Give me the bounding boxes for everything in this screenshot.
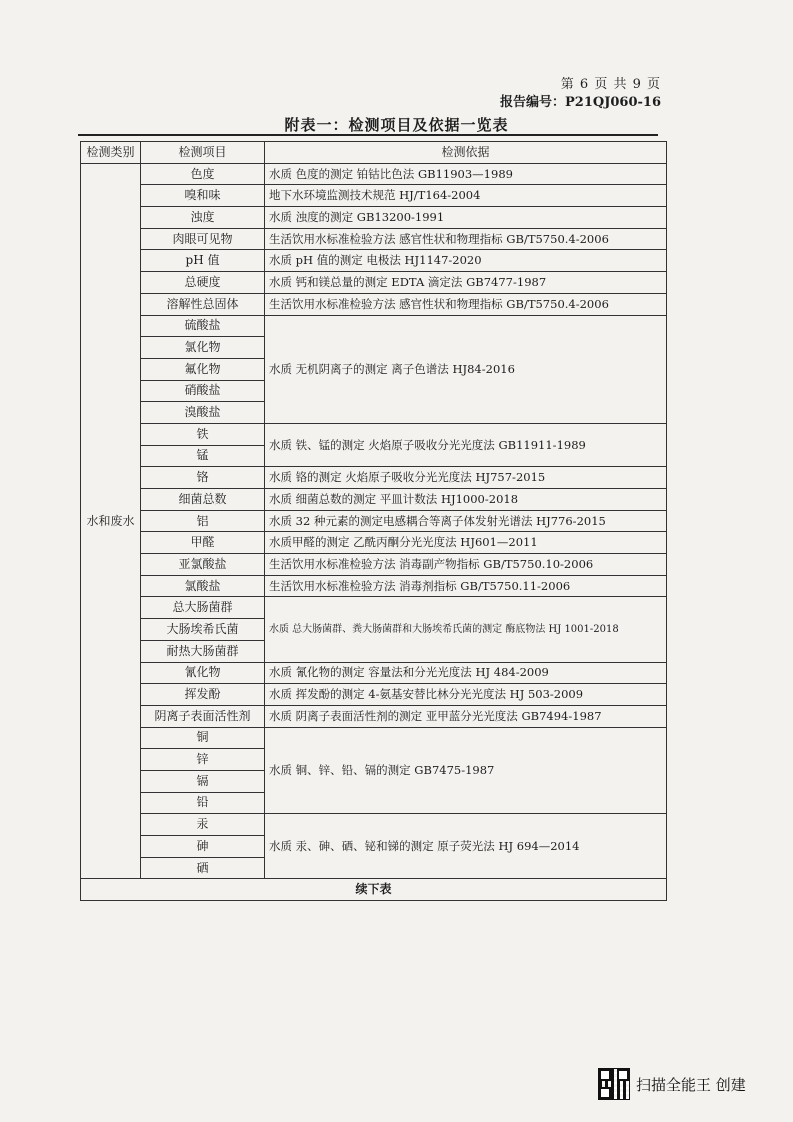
basis-cell: 生活饮用水标准检验方法 消毒剂指标 GB/T5750.11-2006 — [265, 575, 667, 597]
table-header-row — [81, 142, 667, 164]
item-cell: 氯酸盐 — [141, 575, 265, 597]
item-cell: pH 值 — [141, 250, 265, 272]
item-cell: 氰化物 — [141, 662, 265, 684]
basis-cell: 水质 32 种元素的测定电感耦合等离子体发射光谱法 HJ776-2015 — [265, 510, 667, 532]
page-number: 第 6 页 共 9 页 — [560, 77, 661, 92]
table-row — [81, 467, 667, 489]
table-row — [81, 705, 667, 727]
item-cell: 镉 — [141, 770, 265, 792]
table-row — [81, 814, 667, 836]
item-cell: 色度 — [141, 163, 265, 185]
item-cell: 浊度 — [141, 207, 265, 229]
header-item: 检测项目 — [141, 142, 265, 164]
table-row — [81, 315, 667, 337]
item-cell: 阴离子表面活性剂 — [141, 705, 265, 727]
table-row — [81, 228, 667, 250]
scanner-app-text: 扫描全能王 创建 — [636, 1075, 746, 1094]
basis-cell: 水质 铬的测定 火焰原子吸收分光光度法 HJ757-2015 — [265, 467, 667, 489]
item-cell: 耐热大肠菌群 — [141, 640, 265, 662]
basis-cell: 水质 pH 值的测定 电极法 HJ1147-2020 — [265, 250, 667, 272]
item-cell: 铬 — [141, 467, 265, 489]
item-cell: 铁 — [141, 423, 265, 445]
table-row — [81, 510, 667, 532]
table-row — [81, 293, 667, 315]
basis-cell: 生活饮用水标准检验方法 感官性状和物理指标 GB/T5750.4-2006 — [265, 228, 667, 250]
header-category: 检测类别 — [81, 142, 141, 164]
item-cell: 砷 — [141, 836, 265, 858]
basis-cell: 水质 浊度的测定 GB13200-1991 — [265, 207, 667, 229]
item-cell: 溴酸盐 — [141, 402, 265, 424]
basis-cell: 水质 钙和镁总量的测定 EDTA 滴定法 GB7477-1987 — [265, 272, 667, 294]
item-cell: 锌 — [141, 749, 265, 771]
title-rule — [78, 134, 658, 136]
item-cell: 硒 — [141, 857, 265, 879]
basis-cell: 水质 总大肠菌群、粪大肠菌群和大肠埃希氏菌的测定 酶底物法 HJ 1001-2018 — [265, 597, 667, 662]
basis-cell: 地下水环境监测技术规范 HJ/T164-2004 — [265, 185, 667, 207]
table-row — [81, 250, 667, 272]
item-cell: 肉眼可见物 — [141, 228, 265, 250]
item-cell: 氟化物 — [141, 358, 265, 380]
table-row — [81, 207, 667, 229]
basis-cell: 生活饮用水标准检验方法 消毒副产物指标 GB/T5750.10-2006 — [265, 554, 667, 576]
basis-cell: 水质 无机阴离子的测定 离子色谱法 HJ84-2016 — [265, 315, 667, 423]
basis-cell: 水质 铁、锰的测定 火焰原子吸收分光光度法 GB11911-1989 — [265, 423, 667, 466]
report-number: 报告编号：P21QJ060-16 — [500, 95, 661, 110]
basis-cell: 水质 挥发酚的测定 4-氨基安替比林分光光度法 HJ 503-2009 — [265, 684, 667, 706]
item-cell: 铅 — [141, 792, 265, 814]
item-cell: 挥发酚 — [141, 684, 265, 706]
basis-cell: 水质 细菌总数的测定 平皿计数法 HJ1000-2018 — [265, 489, 667, 511]
item-cell: 溶解性总固体 — [141, 293, 265, 315]
item-cell: 硫酸盐 — [141, 315, 265, 337]
item-cell: 铜 — [141, 727, 265, 749]
qr-code-icon — [598, 1068, 630, 1100]
continued-note: 续下表 — [81, 879, 667, 901]
table-row — [81, 662, 667, 684]
item-cell: 汞 — [141, 814, 265, 836]
item-cell: 细菌总数 — [141, 489, 265, 511]
basis-cell: 水质 色度的测定 铂钴比色法 GB11903—1989 — [265, 163, 667, 185]
table-row — [81, 554, 667, 576]
table-row — [81, 163, 667, 185]
basis-cell: 水质甲醛的测定 乙酰丙酮分光光度法 HJ601—2011 — [265, 532, 667, 554]
table-row — [81, 423, 667, 445]
item-cell: 氯化物 — [141, 337, 265, 359]
item-cell: 嗅和味 — [141, 185, 265, 207]
table-row — [81, 727, 667, 749]
item-cell: 铝 — [141, 510, 265, 532]
item-cell: 硝酸盐 — [141, 380, 265, 402]
item-cell: 甲醛 — [141, 532, 265, 554]
item-cell: 锰 — [141, 445, 265, 467]
basis-cell: 水质 氰化物的测定 容量法和分光光度法 HJ 484-2009 — [265, 662, 667, 684]
table-title: 附表一：检测项目及依据一览表 — [284, 116, 509, 134]
table-row — [81, 532, 667, 554]
category-cell: 水和废水 — [81, 163, 141, 879]
table-row — [81, 489, 667, 511]
basis-cell: 水质 铜、锌、铅、镉的测定 GB7475-1987 — [265, 727, 667, 814]
item-cell: 亚氯酸盐 — [141, 554, 265, 576]
basis-cell: 生活饮用水标准检验方法 感官性状和物理指标 GB/T5750.4-2006 — [265, 293, 667, 315]
item-cell: 总大肠菌群 — [141, 597, 265, 619]
basis-cell: 水质 阴离子表面活性剂的测定 亚甲蓝分光光度法 GB7494-1987 — [265, 705, 667, 727]
table-row — [81, 597, 667, 619]
table-row — [81, 575, 667, 597]
table-row — [81, 684, 667, 706]
table-row — [81, 272, 667, 294]
continued-row — [81, 879, 667, 901]
item-cell: 大肠埃希氏菌 — [141, 619, 265, 641]
inspection-table — [80, 141, 667, 901]
header-basis: 检测依据 — [265, 142, 667, 164]
scanner-watermark — [598, 1068, 746, 1100]
table-row — [81, 185, 667, 207]
item-cell: 总硬度 — [141, 272, 265, 294]
basis-cell: 水质 汞、砷、硒、铋和锑的测定 原子荧光法 HJ 694—2014 — [265, 814, 667, 879]
